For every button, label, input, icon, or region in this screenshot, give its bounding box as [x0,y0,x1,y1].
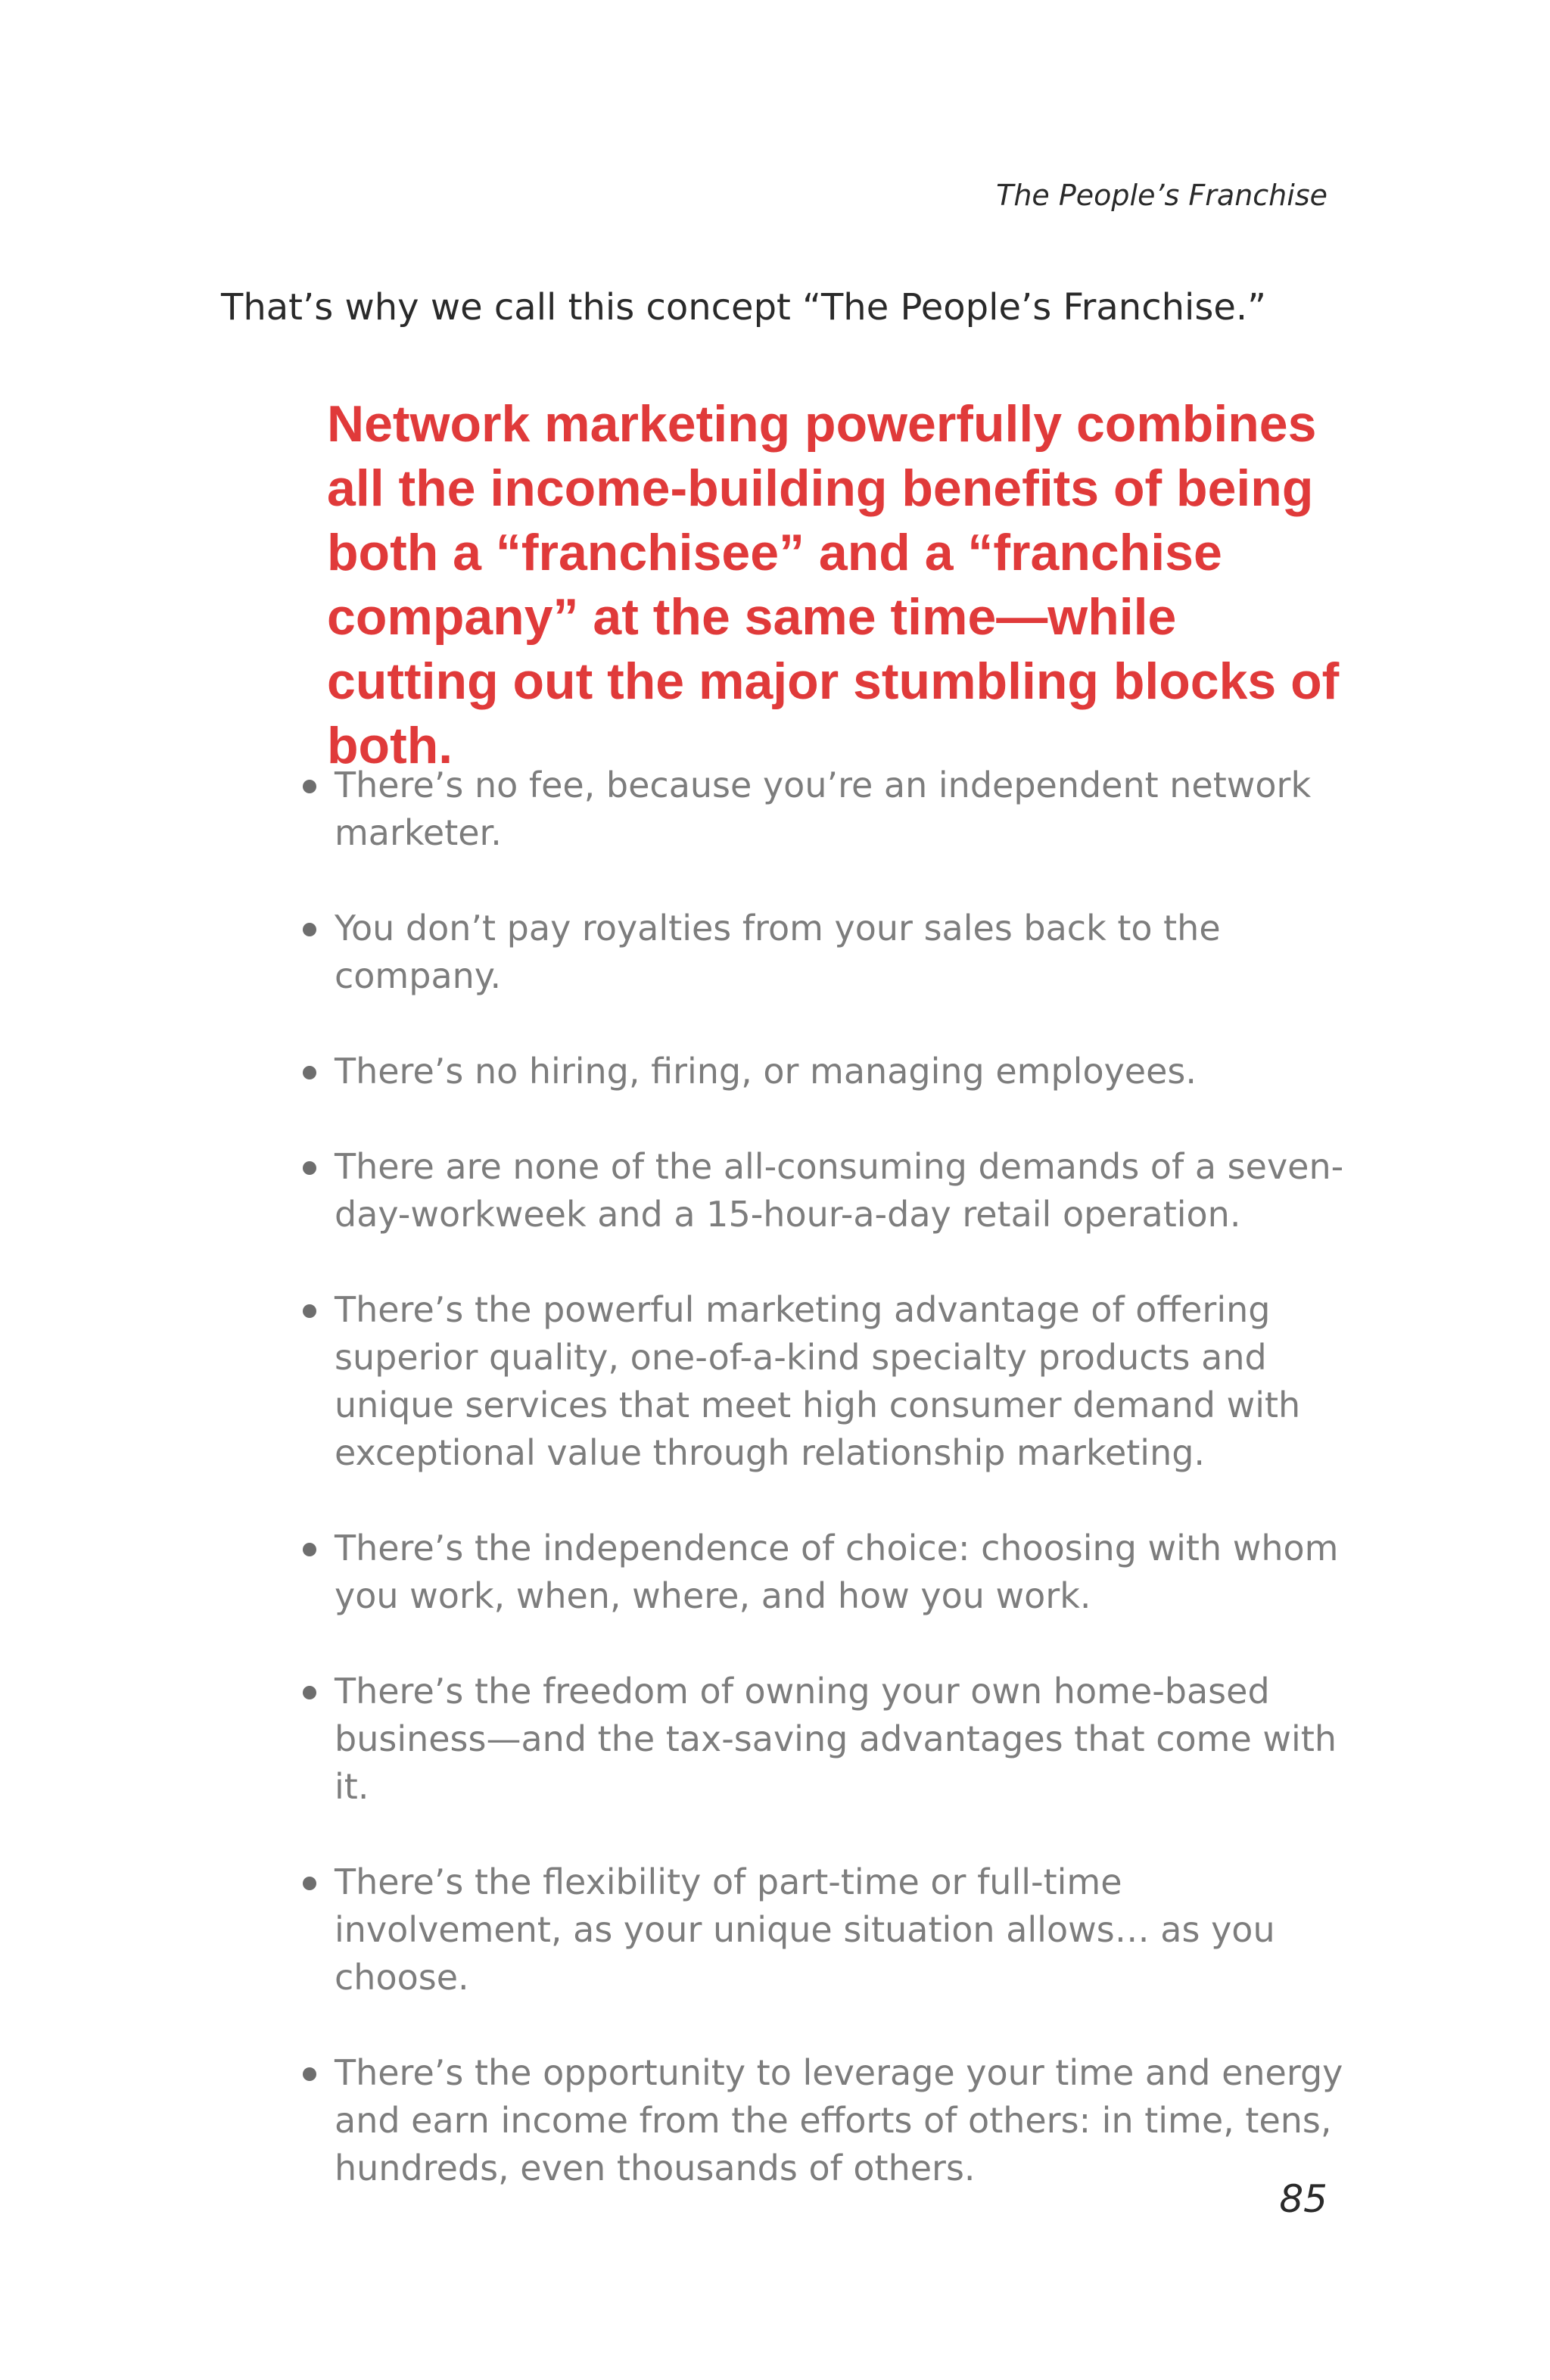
list-item-text: There’s the freedom of owning your own home-based business—and the tax-saving advantages that come with it. [335,1671,1337,1807]
list-item [303,1668,1347,1811]
list-item-text: You don’t pay royalties from your sales back to the company. [335,908,1221,996]
list-item-text: There’s no hiring, firing, or managing employees. [335,1051,1197,1092]
bullet-icon [303,1304,316,1318]
list-item [303,905,1347,1000]
bullet-icon [303,1543,316,1556]
list-item [303,1143,1347,1238]
bullet-icon [303,1161,316,1175]
bullet-icon [303,923,316,936]
bullet-icon [303,2067,316,2081]
pull-quote: Network marketing powerfully combines all the income-building benefits of being both a “franchisee” and a “franchise company” at the same time—while cutting out the major stumbling blocks of both. [327,395,1340,774]
page-number: 85 [1279,2177,1327,2221]
benefits-list [303,762,1347,2192]
list-item-text: There’s no fee, because you’re an independent network marketer. [335,765,1312,853]
list-item [303,1525,1347,1620]
list-item [303,762,1347,857]
intro-sentence: That’s why we call this concept “The People’s Franchise.” [221,286,1267,329]
list-item-text: There’s the opportunity to leverage your time and energy and earn income from the efforts of others: in time, tens, hundreds, even thousands of others. [335,2052,1343,2188]
list-item-text: There are none of the all-consuming demands of a seven-day-workweek and a 15-hour-a-day retail operation. [335,1146,1344,1235]
bullet-icon [303,780,316,793]
list-item [303,1858,1347,2002]
bullet-icon [303,1686,316,1699]
list-item-text: There’s the flexibility of part-time or full-time involvement, as your unique situation allows… as you choose. [335,1861,1275,1998]
bullet-icon [303,1066,316,1079]
list-item-text: There’s the powerful marketing advantage of offering superior quality, one-of-a-kind specialty products and unique services that meet high consumer demand with exceptional value through relationship marketing. [335,1289,1301,1473]
list-item-text: There’s the independence of choice: choosing with whom you work, when, where, and how you work. [335,1528,1339,1616]
list-item [303,1048,1347,1095]
running-head: The People’s Franchise [996,179,1327,212]
bullet-icon [303,1877,316,1890]
list-item [303,2049,1347,2192]
list-item [303,1286,1347,1477]
